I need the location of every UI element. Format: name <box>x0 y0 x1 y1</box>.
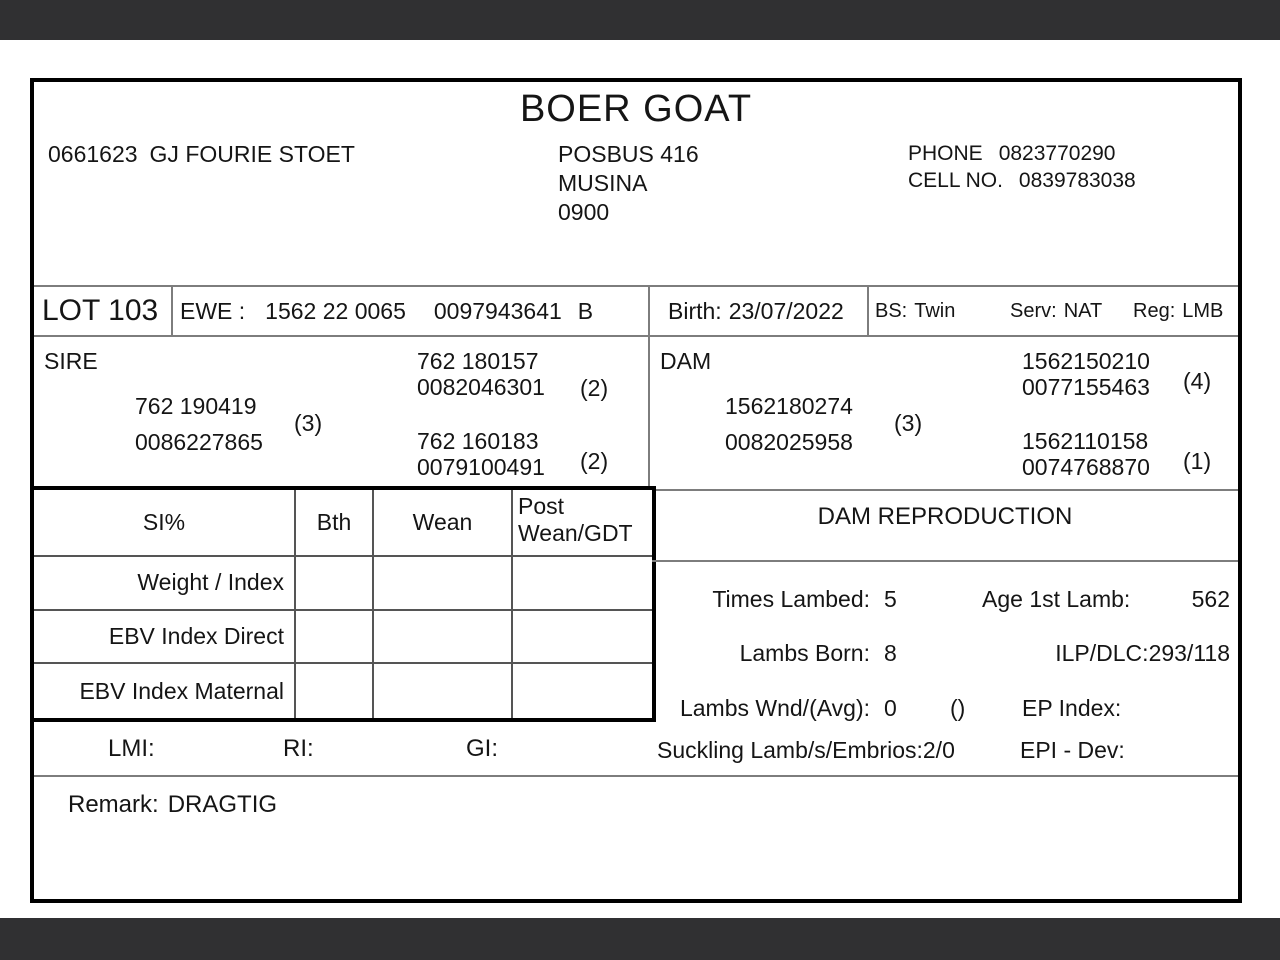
si-table-cell <box>374 557 513 611</box>
si-table-row-label: Weight / Index <box>34 557 296 611</box>
sire-parent-ids <box>135 388 263 460</box>
dam-grandparent-bottom-ids <box>1022 428 1150 480</box>
grandparent-id: 1562150210 <box>1022 348 1150 374</box>
grandparent-reg-number: 0079100491 <box>417 454 545 480</box>
si-table-header-post-wean: Post Wean/GDT <box>513 490 652 557</box>
birth-date: 23/07/2022 <box>728 297 844 324</box>
si-index-table <box>30 486 656 722</box>
si-table-cell <box>296 664 374 718</box>
si-table-header-bth: Bth <box>296 490 374 557</box>
lot-number: LOT 103 <box>42 294 159 327</box>
divider-line <box>648 337 650 489</box>
phone-label: PHONE <box>908 142 983 165</box>
bs-value: Twin <box>914 299 956 322</box>
si-table-cell <box>513 557 652 611</box>
grandparent-id: 762 180157 <box>417 348 539 374</box>
ilp-dlc-value: 293/118 <box>1148 640 1230 666</box>
birth-status-cell <box>875 287 955 335</box>
address-block <box>558 140 699 227</box>
ewe-registration-number: 0097943641 <box>433 297 562 324</box>
phone-line <box>908 140 1136 167</box>
serv-value: NAT <box>1063 299 1103 322</box>
divider-line <box>867 287 869 335</box>
sire-section-label: SIRE <box>44 348 98 374</box>
reg-label: Reg: <box>1133 299 1176 322</box>
dam-progeny-count: (3) <box>894 410 923 436</box>
animal-id-cell <box>180 287 593 335</box>
ewe-code: B <box>577 297 594 324</box>
lot-card <box>30 78 1242 903</box>
breeder-number: 0661623 <box>48 141 138 167</box>
sire-progeny-count: (3) <box>294 410 323 436</box>
dam-id: 1562180274 <box>725 393 853 419</box>
address-line-3: 0900 <box>558 199 610 225</box>
grandparent-reg-number: 0074768870 <box>1022 454 1150 480</box>
sire-grandparent-top-count: (2) <box>580 375 609 401</box>
contact-block <box>908 140 1136 194</box>
remark-value: DRAGTIG <box>167 791 278 818</box>
ilp-dlc-label: ILP/DLC: <box>1055 640 1149 666</box>
cell-line <box>908 167 1136 194</box>
ewe-label: EWE : <box>180 297 246 324</box>
ri-label: RI: <box>283 734 314 762</box>
divider-line <box>34 335 1238 337</box>
birth-label: Birth: <box>668 297 722 324</box>
grandparent-id: 762 160183 <box>417 428 539 454</box>
dam-repro-row <box>652 695 1238 721</box>
lambs-weaned-avg: () <box>950 695 966 721</box>
lambs-weaned-label: Lambs Wnd/(Avg): <box>679 695 870 721</box>
dam-repro-row <box>652 586 1238 612</box>
grandparent-reg-number: 0077155463 <box>1022 374 1150 400</box>
ilp-dlc-pair <box>1055 640 1230 667</box>
dam-section-label: DAM <box>660 348 712 374</box>
si-table-header-wean: Wean <box>374 490 513 557</box>
sire-id: 762 190419 <box>135 393 257 419</box>
index-row <box>34 722 1238 775</box>
grandparent-id: 1562110158 <box>1022 428 1149 454</box>
bs-label: BS: <box>875 299 908 322</box>
lot-row <box>34 287 1238 335</box>
si-table-cell <box>374 611 513 665</box>
catalog-page <box>0 40 1280 918</box>
si-table-cell <box>296 557 374 611</box>
dam-grandparent-top-count: (4) <box>1183 368 1212 394</box>
card-title: BOER GOAT <box>519 88 753 130</box>
address-line-2: MUSINA <box>558 170 648 196</box>
epi-dev-label: EPI - Dev: <box>1020 737 1125 763</box>
si-table-row-label: EBV Index Direct <box>34 611 296 665</box>
reg-value: LMB <box>1182 299 1224 322</box>
cell-number: 0839783038 <box>1018 169 1136 192</box>
lmi-label: LMI: <box>108 734 155 762</box>
lambs-weaned-value: 0 <box>884 695 897 721</box>
lambs-born-label: Lambs Born: <box>739 640 870 666</box>
cell-label: CELL NO. <box>908 169 1003 192</box>
dam-reproduction-title: DAM REPRODUCTION <box>817 503 1073 530</box>
age-1st-lamb-label: Age 1st Lamb: <box>982 586 1131 612</box>
dam-grandparent-bottom-count: (1) <box>1183 448 1212 474</box>
lambs-born-value: 8 <box>884 640 897 666</box>
dam-parent-ids <box>725 388 853 460</box>
times-lambed-value: 5 <box>884 586 897 612</box>
suckling-value: 2/0 <box>922 737 955 763</box>
birth-cell <box>668 287 844 335</box>
divider-line <box>171 287 173 335</box>
divider-line <box>652 560 1238 562</box>
breeder-line <box>48 141 355 168</box>
remark-label: Remark: <box>68 791 159 818</box>
times-lambed-label: Times Lambed: <box>712 586 870 612</box>
phone-number: 0823770290 <box>998 142 1116 165</box>
sire-grandparent-bottom-count: (2) <box>580 448 609 474</box>
remark-row <box>34 777 1238 899</box>
address-line-1: POSBUS 416 <box>558 141 699 167</box>
si-table-cell <box>374 664 513 718</box>
service-cell <box>1010 287 1102 335</box>
sire-reg-number: 0086227865 <box>135 429 263 455</box>
suckling-label: Suckling Lamb/s/Embrios: <box>657 737 923 763</box>
si-table-cell <box>513 664 652 718</box>
sire-grandparent-top-ids <box>417 348 545 400</box>
registry-cell <box>1133 287 1223 335</box>
si-table-cell <box>296 611 374 665</box>
breeder-name: GJ FOURIE STOET <box>149 141 355 167</box>
dam-repro-row <box>652 640 1238 666</box>
ewe-id: 1562 22 0065 <box>265 297 406 324</box>
si-table-header-si: SI% <box>34 490 296 557</box>
dam-reg-number: 0082025958 <box>725 429 853 455</box>
si-table-row-label: EBV Index Maternal <box>34 664 296 718</box>
dam-grandparent-top-ids <box>1022 348 1150 400</box>
grandparent-reg-number: 0082046301 <box>417 374 545 400</box>
divider-line <box>648 287 650 335</box>
age-1st-lamb-value: 562 <box>1191 586 1230 612</box>
gi-label: GI: <box>466 734 499 762</box>
serv-label: Serv: <box>1010 299 1057 322</box>
ep-index-label: EP Index: <box>1022 695 1122 721</box>
sire-grandparent-bottom-ids <box>417 428 545 480</box>
si-table-cell <box>513 611 652 665</box>
